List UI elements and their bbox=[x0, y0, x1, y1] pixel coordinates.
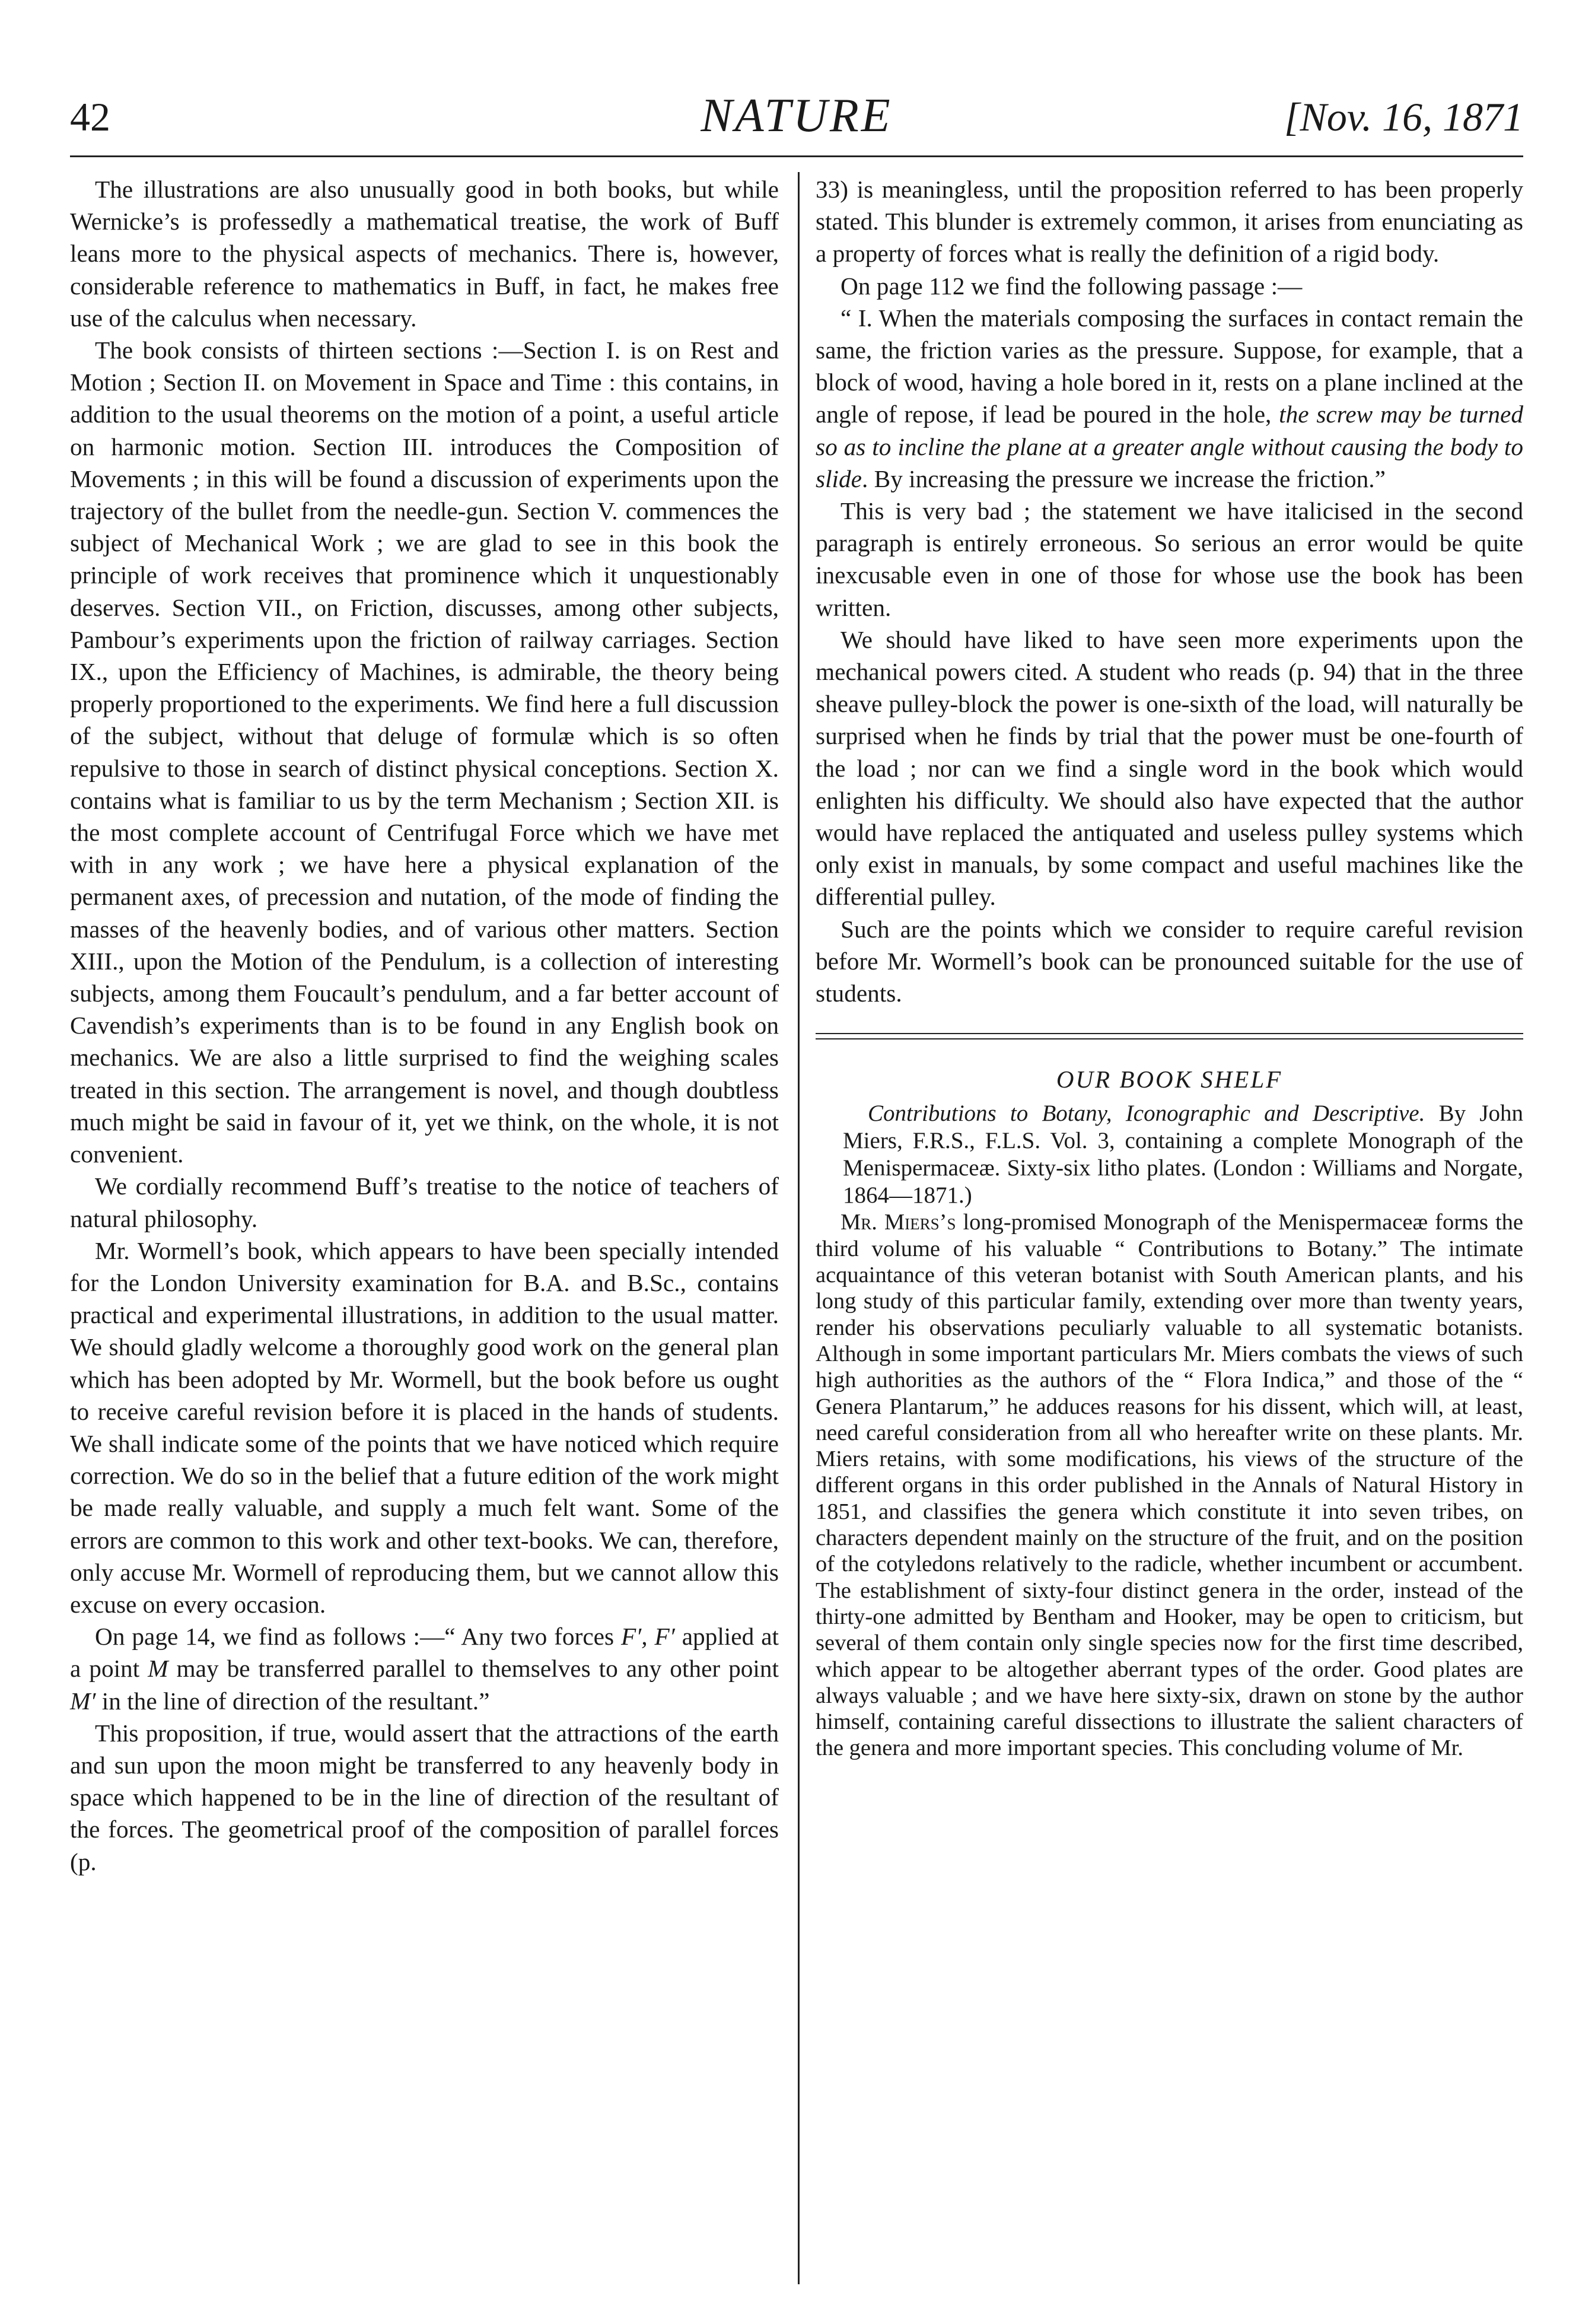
paragraph: Such are the points which we consider to require careful revision before Mr. Wormell’s book can be pronounced suitable for the use of students. bbox=[816, 915, 1523, 1007]
right-column bbox=[816, 173, 1523, 1762]
left-column bbox=[70, 173, 779, 1878]
paragraph: The book consists of thirteen sections :—Section I. is on Rest and Motion ; Section II. on Movement in Space and Time : this contains, in addition to the usual theorems on the motion of a point, a useful article on harmonic motion. Section III. introduces the Composition of Movements ; in this will be found a discussion of experiments upon the trajectory of the bullet from the needle-gun. Section V. commences the subject of Mechanical Work ; we are glad to see in this book the principle of work receives that prominence which it unquestionably deserves. Section VII., on Friction, discusses, among other subjects, Pambour’s experiments upon the friction of railway carriages. Section IX., upon the Efficiency of Machines, is admirable, the theory being properly proportioned to the experiments. We find here a full discussion of the subject, without that deluge of formulæ which is so often repulsive to those in search of distinct physical conceptions. Section X. contains what is familiar to us by the term Mechanism ; Section XII. is the most complete account of Centrifugal Force which we have met with in any work ; we have here a physical explanation of the permanent axes, of precession and nutation, of the mode of finding the masses of the heavenly bodies, and of various other matters. Section XIII., upon the Motion of the Pendulum, is a collection of interesting subjects, among them Foucault’s pendulum, and a far better account of Cavendish’s experiments than is to be found in any English book on mechanics. We are also a little surprised to find the weighing scales treated in this section. The arrangement is novel, and though doubtless much might be said in favour of it, yet we think, on the whole, it is not convenient. bbox=[70, 336, 779, 1168]
paragraph: On page 112 we find the following passage :— bbox=[841, 272, 1303, 300]
book-details: By John Miers, F.R.S., F.L.S. Vol. 3, containing a complete Monograph of the Menispermaceæ. Sixty-six litho plates. (London : Williams and Norgate, 1864—1871.) bbox=[843, 1101, 1524, 1209]
page-number: 42 bbox=[70, 94, 110, 139]
quote-paragraph bbox=[816, 302, 1523, 495]
issue-date: [Nov. 16, 1871 bbox=[1284, 94, 1523, 139]
book-title: Contributions to Botany, Iconographic and Descriptive. bbox=[868, 1101, 1425, 1127]
paragraph: This proposition, if true, would assert that the attractions of the earth and sun upon the moon might be transferred to any heavenly body in space which happened to be in the line of direction of the resultant of the forces. The geometrical proof of the composition of parallel forces (p. bbox=[70, 1719, 779, 1875]
page-header bbox=[70, 89, 1523, 154]
review-body: long-promised Monograph of the Menispermaceæ forms the third volume of his valuable “ Contributions to Botany.” The intimate acquaintance of this veteran botanist with South American plants, and his long study of this particular family, extending over more than twenty years, render his observations peculiarly valuable to all systematic botanists. Although in some important particulars Mr. Miers combats the views of such high authorities as the authors of the “ Flora Indica,” and those of the “ Genera Plantarum,” he adduces reasons for his dissent, which will, at least, need careful consideration from all who hereafter write on these plants. Mr. Miers retains, with some modifications, his views of the structure of the different organs in this order published in the Annals of Natural History in 1851, and classifies the genera which constitute it into seven tribes, on characters dependent mainly on the structure of the fruit, and on the position of the cotyledons relatively to the radicle, whether incumbent or accumbent. The establishment of sixty-four distinct genera in the order, instead of the thirty-one admitted by Bentham and Hooker, may be open to criticism, but several of them contain only single species now for the first time described, which appear to be altogether aberrant types of the order. Good plates are always valuable ; and we have here sixty-six, drawn on stone by the author himself, containing careful dissections to illustrate the salient characters of the genera and more important species. This concluding volume of Mr. bbox=[816, 1210, 1523, 1761]
paragraph: The illustrations are also unusually good in both books, but while Wernicke’s is professedly a mathematical treatise, the work of Buff leans more to the physical aspects of mechanics. There is, however, considerable reference to mathematics in Buff, in fact, he makes free use of the calculus when necessary. bbox=[70, 176, 779, 332]
paragraph: Mr. Wormell’s book, which appears to have been specially intended for the London University examination for B.A. and B.Sc., contains practical and experimental illustrations, in addition to the usual matter. We should gladly welcome a thoroughly good work on the general plan which has been adopted by Mr. Wormell, but the book before us ought to receive careful revision before it is placed in the hands of students. We shall indicate some of the points that we have noticed which require correction. We do so in the belief that a future edition of the work might be made really valuable, and supply a much felt want. Some of the errors are common to this work and other text-books. We can, therefore, only accuse Mr. Wormell of reproducing them, but we cannot allow this excuse on every occasion. bbox=[70, 1236, 779, 1618]
text-run: in the line of direction of the resultant.” bbox=[95, 1687, 490, 1715]
forces-symbol: F′, F′ bbox=[621, 1623, 675, 1651]
point-symbol: M bbox=[148, 1655, 168, 1683]
review-lead: Mr. Miers’s bbox=[841, 1210, 956, 1235]
italicised-passage: the screw may be turned so as to incline the plane at a greater angle without causing the body to slide bbox=[816, 400, 1523, 492]
text-run: On page 14, we find as follows :—“ Any two forces bbox=[95, 1623, 621, 1651]
paragraph: This is very bad ; the statement we have italicised in the second paragraph is entirely erroneous. So serious an error would be quite inexcusable even in one of those for whose use the book has been written. bbox=[816, 497, 1523, 621]
paragraph: 33) is meaningless, until the proposition referred to has been properly stated. This blunder is extremely common, it arises from enunciating as a property of forces what is really the definition of a rigid body. bbox=[816, 176, 1523, 268]
column-divider bbox=[798, 172, 800, 2284]
journal-title: NATURE bbox=[701, 90, 893, 142]
paragraph: We cordially recommend Buff’s treatise to the notice of teachers of natural philosophy. bbox=[70, 1172, 779, 1232]
review-text bbox=[816, 1209, 1523, 1761]
text-run: . By increasing the pressure we increase the friction.” bbox=[862, 465, 1386, 492]
book-reference bbox=[816, 1100, 1523, 1209]
section-heading: OUR BOOK SHELF bbox=[1056, 1066, 1283, 1093]
text-run: may be transferred parallel to themselves to any other point bbox=[168, 1655, 779, 1683]
header-rule bbox=[70, 155, 1523, 157]
section-divider bbox=[816, 1033, 1523, 1039]
point-symbol: M′ bbox=[70, 1687, 96, 1715]
paragraph bbox=[70, 1620, 779, 1717]
text-run: “ I. When the materials composing the surfaces in contact remain the same, the friction varies as the pressure. Suppose, for example, that a block of wood, having a hole bored in it, rests on a plane inclined at the angle of repose, if lead be poured in the hole, bbox=[816, 304, 1523, 428]
paragraph: We should have liked to have seen more experiments upon the mechanical powers cited. A student who reads (p. 94) that in the three sheave pulley-block the power is one-sixth of the load, will naturally be surprised when he finds by trial that the power must be one-fourth of the load ; nor can we find a single word in the book which would enlighten his difficulty. We should also have expected that the author would have replaced the antiquated and useless pulley systems which only exist in manuals, by some compact and useful machines like the differential pulley. bbox=[816, 625, 1523, 911]
text-run: applied at a point bbox=[70, 1623, 779, 1683]
